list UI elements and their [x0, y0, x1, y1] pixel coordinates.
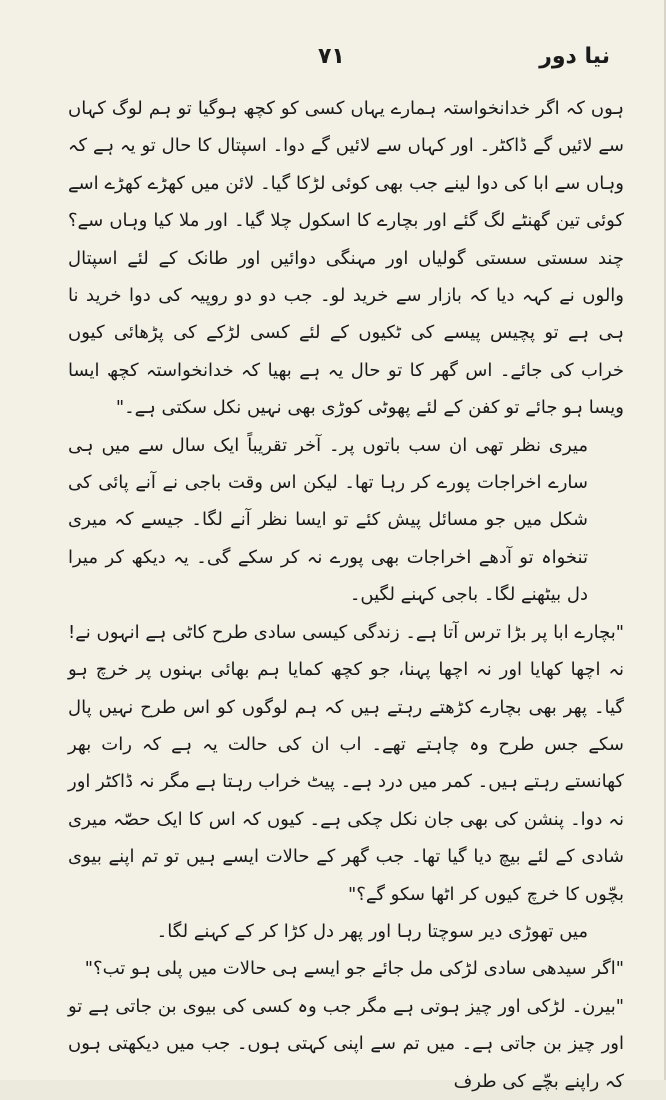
page-header: [0, 44, 666, 80]
paragraph-2: میری نظر تھی ان سب باتوں پر۔ آخر تقریباً ایک سال سے میں ہی سارے اخراجات پورے کر رہا تھا۔ لیکن اس وقت باجی نے آنے پائی کی شکل میں جو مسائل پیش کئے تو ایسا نظر آنے لگا۔ جیسے کہ میری تنخواہ تو آدھے اخراجات بھی پورے نہ کر سکے گی۔ یہ دیکھ کر میرا دل بیٹھنے لگا۔ باجی کہنے لگیں۔: [68, 434, 588, 606]
article-body: [68, 90, 624, 1100]
paragraph-1: ہوں کہ اگر خدانخواستہ ہمارے یہاں کسی کو کچھ ہوگیا تو ہم لوگ کہاں سے لائیں گے ڈاکٹر۔ اور کہاں سے لائیں گے دوا۔ اسپتال کا حال تو یہ ہے کہ وہاں سے ابا کی دوا لینے جب بھی کوئی لڑکا گیا۔ لائن میں کھڑے کھڑے اسے کوئی تین گھنٹے لگ گئے اور بچارے کا اسکول چلا گیا۔ اور ملا کیا وہاں سے؟ چند سستی سستی گولیاں اور مہنگی دوائیں اور طانک کے لئے اسپتال والوں نے کہہ دیا کہ بازار سے خرید لو۔ جب دو دو روپیہ کی دوا خرید نا ہی ہے تو پچیس پیسے کی ٹکیوں کے لئے کسی لڑکے کی پڑھائی کیوں خراب کی جائے۔ اس گھر کا تو حال یہ ہے بھیا کہ خدانخواستہ کچھ ایسا ویسا ہو جائے تو کفن کے لئے پھوٹی کوڑی بھی نہیں نکل سکتی ہے۔": [68, 98, 624, 419]
paragraph-5: "اگر سیدھی سادی لڑکی مل جائے جو ایسے ہی حالات میں پلی ہو تب؟": [84, 958, 624, 980]
journal-title: نیا دور: [539, 44, 610, 69]
paragraph-6: "بیرن۔ لڑکی اور چیز ہوتی ہے مگر جب وہ کسی کی بیوی بن جاتی ہے تو اور چیز بن جاتی ہے۔ میں تم سے اپنی کہتی ہوں۔ جب میں دیکھتی ہوں کہ راپنے بچّے کی طرف: [68, 995, 624, 1092]
page-number: ۷۱: [318, 44, 345, 69]
paragraph-4: میں تھوڑی دیر سوچتا رہا اور پھر دل کڑا کر کے کہنے لگا۔: [156, 920, 588, 942]
paragraph-3: "بچارے ابا پر بڑا ترس آتا ہے۔ زندگی کیسی سادی طرح کاٹی ہے انہوں نے! نہ اچھا کھایا اور نہ اچھا پہنا، جو کچھ کمایا ہم بھائی بہنوں پر خرچ ہو گیا۔ پھر بھی بچارے کڑھتے رہتے ہیں کہ ہم لوگوں کو اس طرح نہیں پال سکے جس طرح وہ چاہتے تھے۔ اب ان کی حالت یہ ہے کہ رات بھر کھانستے رہتے ہیں۔ کمر میں درد ہے۔ پیٹ خراب رہتا ہے مگر نہ ڈاکٹر اور نہ دوا۔ پنشن کی بھی جان نکل چکی ہے۔ کیوں کہ اس کا ایک حصّہ میری شادی کے لئے بیچ دیا گیا تھا۔ جب گھر کے حالات ایسے ہیں تو تم اپنے بیوی بچّوں کا خرچ کیوں کر اٹھا سکو گے؟": [68, 621, 624, 905]
